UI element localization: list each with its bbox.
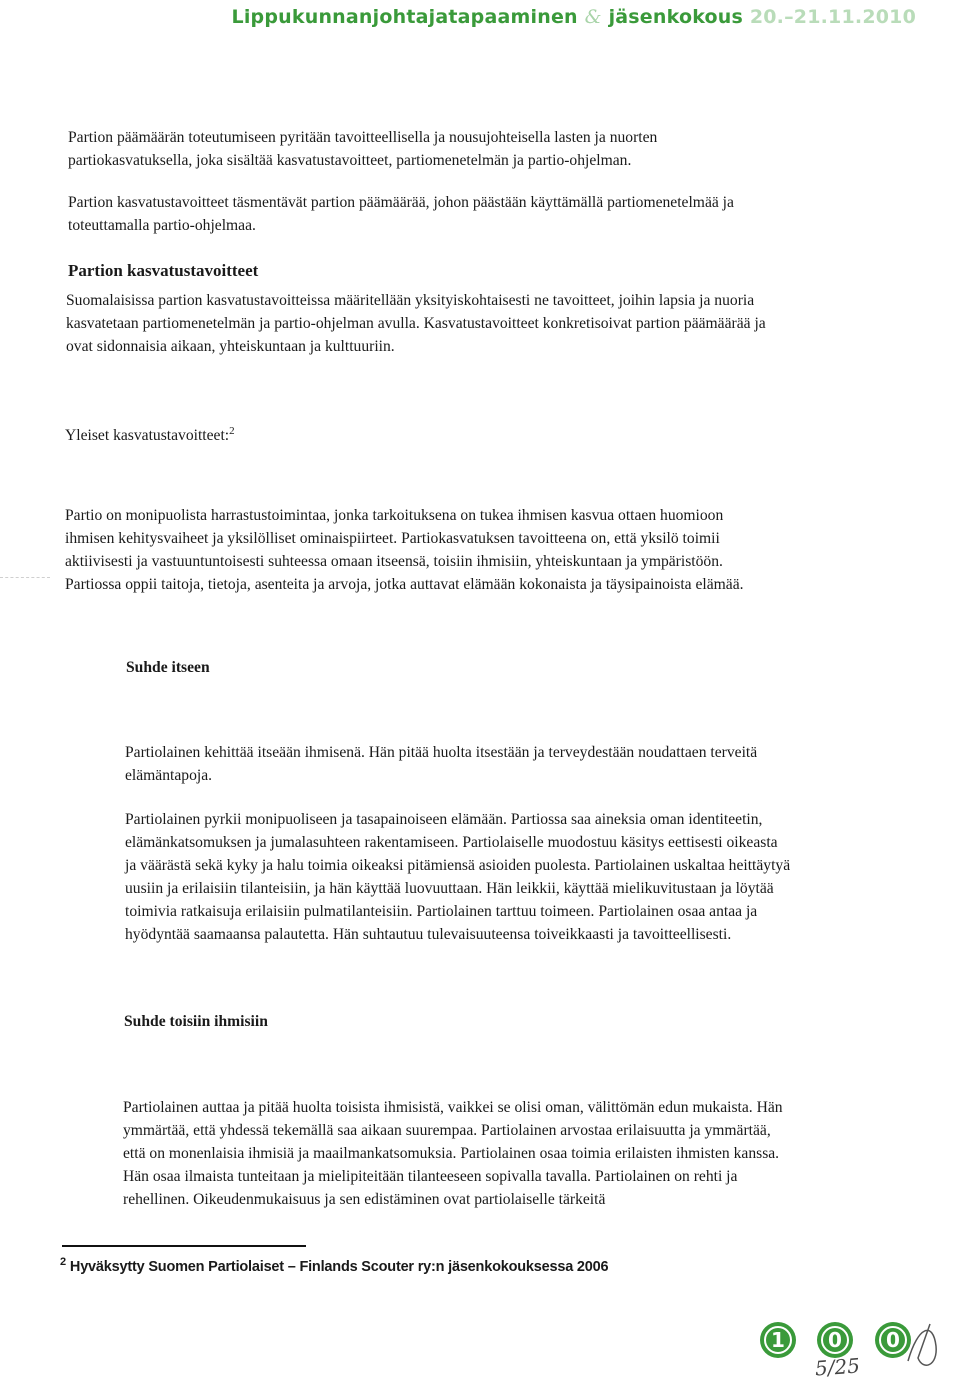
section-paragraph — [66, 289, 766, 358]
text-line: kasvatetaan partiomenetelmän ja partio-ohjelman avulla. Kasvatustavoitteet konkretisoivat partion päämäärää ja — [66, 315, 766, 332]
header-date: 20.–21.11.2010 — [749, 6, 916, 28]
self-paragraph-1 — [125, 741, 757, 787]
text-line: ymmärtää, että yhdessä tekemällä saa aikaan suurempaa. Partiolainen arvostaa erilaisuutta ja ymmärtää, — [123, 1122, 771, 1139]
text-line: uusiin ja erilaisiin tilanteisiin, ja hän käyttää luovuuttaan. Hän leikkii, käyttää mielikuvitustaan ja löytää — [125, 880, 774, 897]
text-line: toteuttamalla partio-ohjelmaa. — [68, 217, 256, 234]
others-heading: Suhde toisiin ihmisiin — [124, 1013, 268, 1030]
text-line: Partiossa oppii taitoja, tietoja, asenteita ja arvoja, jotka auttavat elämään kokonaista ja täysipainoista elämää. — [65, 576, 744, 593]
header-title: Lippukunnanjohtajatapaaminen — [231, 6, 578, 28]
text-line: ihmisen kehitysvaiheet ja yksilölliset ominaispiirteet. Partiokasvatuksen tavoitteena on, että yksilö toimii — [65, 530, 720, 547]
text-line: Suomalaisissa partion kasvatustavoitteissa määritellään yksityiskohtaisesti ne tavoitteet, joihin lapsia ja nuoria — [66, 292, 755, 309]
text-line: rehellinen. Oikeudenmukaisuus ja sen edistäminen ovat partiolaiselle tärkeitä — [123, 1191, 606, 1208]
page-header — [232, 6, 916, 28]
logo-digit-badge — [760, 1322, 796, 1358]
text-line: Partiolainen pyrkii monipuoliseen ja tasapainoiseen elämään. Partiossa saa aineksia oman identiteetin, — [125, 811, 763, 828]
footnote-rule — [62, 1245, 306, 1247]
text-line: Partiolainen auttaa ja pitää huolta toisista ihmisistä, vaikkei se olisi oman, välittömän edun mukaista. Hän — [123, 1099, 783, 1116]
self-heading: Suhde itseen — [126, 659, 210, 676]
text-line: Partio on monipuolista harrastustoimintaa, jonka tarkoituksena on tukea ihmisen kasvua ottaen huomioon — [65, 507, 724, 524]
text-line: että on monenlaisia ihmisiä ja maailmankatsomuksia. Partiolainen osaa toimia erilaisten ihmisten kanssa. — [123, 1145, 780, 1162]
logo-digit-1: 1 — [771, 1328, 785, 1352]
header-ampersand: & — [584, 6, 602, 28]
footnote-text: Hyväksytty Suomen Partiolaiset – Finlands Scouter ry:n jäsenkokouksessa 2006 — [69, 1258, 609, 1275]
logo-digit-badge — [875, 1322, 911, 1358]
text-line: partiokasvatuksella, joka sisältää kasvatustavoitteet, partiomenetelmän ja partio-ohjelman. — [68, 152, 632, 169]
footnote — [60, 1256, 608, 1275]
text-line: elämänkatsomuksen ja jumalasuhteen rakentamiseen. Partiolaiselle muodostuu käsitys eettisesti oikeasta — [125, 834, 778, 851]
text-line: ja väärästä sekä kyky ja halu toimia oikeaksi pitämiensä asioiden puolesta. Partiolainen uskaltaa heittäytyä — [125, 857, 791, 874]
text-line: Partion kasvatustavoitteet täsmentävät partion päämäärää, johon päästään käyttämällä partiomenetelmää ja — [68, 194, 734, 211]
logo-digit-badge — [817, 1322, 853, 1358]
text-line: toimivia ratkaisuja erilaisiin pulmatilanteisiin. Partiolainen tarttuu toimeen. Partiolainen osaa antaa ja — [125, 903, 758, 920]
intro-paragraph-2 — [68, 191, 734, 237]
footnote-reference: 2 — [229, 425, 235, 437]
logo-digit-2: 0 — [828, 1328, 842, 1352]
handwritten-mark — [908, 1324, 936, 1365]
page-number: 5/25 — [814, 1353, 861, 1381]
general-goals-text: Yleiset kasvatustavoitteet: — [65, 427, 230, 445]
others-paragraph — [123, 1096, 783, 1211]
margin-dash — [0, 577, 50, 578]
general-goals-paragraph — [65, 504, 744, 596]
self-paragraph-2 — [125, 808, 790, 946]
section-heading: Partion kasvatustavoitteet — [68, 261, 259, 280]
intro-paragraph-1 — [68, 126, 657, 172]
text-line: ovat sidonnaisia aikaan, yhteiskuntaan ja kulttuuriin. — [66, 338, 395, 355]
logo-digit-3: 0 — [886, 1328, 900, 1352]
header-subtitle: jäsenkokous — [608, 6, 744, 28]
general-goals-label — [65, 420, 235, 447]
text-line: hyödyntää saamaansa palautetta. Hän suhtautuu tulevaisuuteensa toiveikkaasti ja tavoitteellisesti. — [125, 926, 732, 943]
text-line: aktiivisesti ja vastuuntuntoisesti suhteessa omaan itseensä, toisiin ihmisiin, yhteiskuntaan ja ympäristöön. — [65, 553, 723, 570]
text-line: Partion päämäärän toteutumiseen pyritään tavoitteellisella ja nousujohteisella lasten ja nuorten — [68, 129, 658, 146]
footnote-number: 2 — [60, 1256, 66, 1268]
text-line: Hän osaa ilmaista tunteitaan ja mielipiteitään tilanteeseen sopivalla tavalla. Partiolainen on rehti ja — [123, 1168, 738, 1185]
text-line: elämäntapoja. — [125, 767, 213, 784]
text-line: Partiolainen kehittää itseään ihmisenä. Hän pitää huolta itsestään ja terveydestään noudattaen terveitä — [125, 744, 758, 761]
